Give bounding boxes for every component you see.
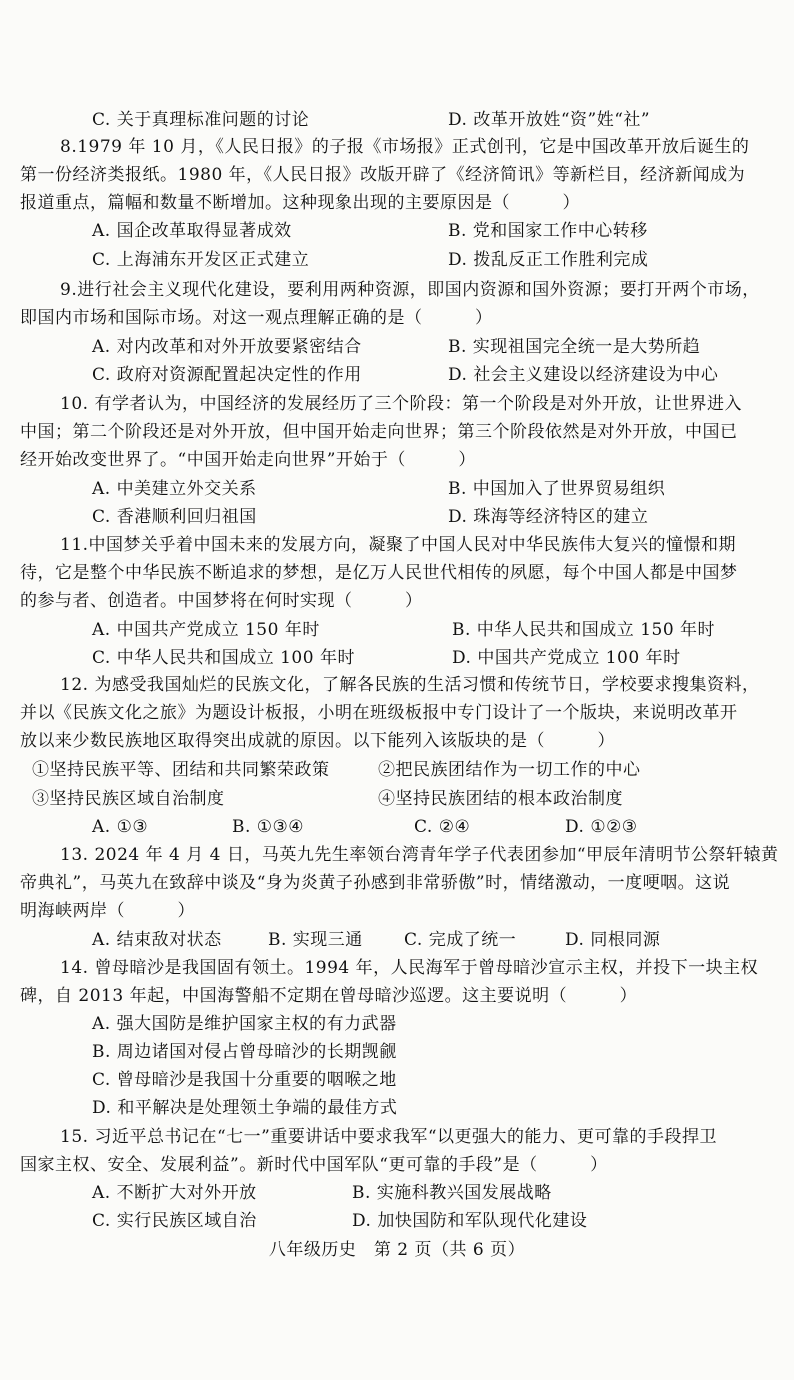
q13-option-c: C. 完成了统一 — [404, 930, 517, 950]
q9-stem-line: 9.进行社会主义现代化建设，要利用两种资源，即国内资源和国外资源；要打开两个市场， — [60, 280, 760, 300]
q8-option-d: D. 拨乱反正工作胜利完成 — [448, 250, 649, 270]
q14-stem-line: 碑，自 2013 年起，中国海警船不定期在曾母暗沙巡逻。这主要说明（ ） — [20, 986, 638, 1006]
q12-stem-line: 12. 为感受我国灿烂的民族文化，了解各民族的生活习惯和传统节日，学校要求搜集资料， — [60, 675, 760, 695]
q9-option-b: B. 实现祖国完全统一是大势所趋 — [448, 337, 701, 357]
q11-option-b: B. 中华人民共和国成立 150 年时 — [452, 620, 716, 640]
q12-item-3: ③坚持民族区域自治制度 — [32, 789, 225, 809]
q15-option-a: A. 不断扩大对外开放 — [92, 1183, 257, 1203]
q10-stem-line: 中国；第二个阶段还是对外开放，但中国开始走向世界；第三个阶段依然是对外开放，中国已 — [20, 422, 738, 442]
q11-option-d: D. 中国共产党成立 100 年时 — [452, 648, 681, 668]
q11-stem-line: 11.中国梦关乎着中国未来的发展方向，凝聚了中国人民对中华民族伟大复兴的憧憬和期 — [60, 535, 737, 555]
q13-option-a: A. 结束敌对状态 — [92, 930, 222, 950]
q12-stem-line: 放以来少数民族地区取得突出成就的原因。以下能列入该版块的是（ ） — [20, 731, 615, 751]
q8-option-a: A. 国企改革取得显著成效 — [92, 221, 292, 241]
q11-stem-line: 待，它是整个中华民族不断追求的梦想，是亿万人民世代相传的夙愿，每个中国人都是中国梦 — [20, 563, 738, 583]
q7-option-c: C. 关于真理标准问题的讨论 — [92, 110, 310, 130]
q13-stem-line: 帝典礼”，马英九在致辞中谈及“身为炎黄子孙感到非常骄傲”时，情绪激动，一度哽咽。这说 — [20, 873, 731, 893]
q8-stem-line: 第一份经济类报纸。1980 年，《人民日报》改版开辟了《经济简讯》等新栏目，经济新闻成为 — [20, 165, 746, 185]
q12-item-1: ①坚持民族平等、团结和共同繁荣政策 — [32, 760, 330, 780]
q12-option-c: C. ②④ — [414, 817, 471, 837]
q12-stem-line: 并以《民族文化之旅》为题设计板报，小明在班级板报中专门设计了一个版块，来说明改革开 — [20, 703, 738, 723]
q12-option-a: A. ①③ — [92, 817, 149, 837]
q12-option-d: D. ①②③ — [565, 817, 638, 837]
q12-item-2: ②把民族团结作为一切工作的中心 — [378, 760, 641, 780]
q9-option-d: D. 社会主义建设以经济建设为中心 — [448, 365, 719, 385]
q14-option-d: D. 和平解决是处理领土争端的最佳方式 — [92, 1098, 398, 1118]
q10-stem-line: 经开始改变世界了。“中国开始走向世界”开始于（ ） — [20, 450, 476, 470]
q8-stem-line: 报道重点，篇幅和数量不断增加。这种现象出现的主要原因是（ ） — [20, 193, 580, 213]
q11-option-a: A. 中国共产党成立 150 年时 — [92, 620, 320, 640]
q10-option-a: A. 中美建立外交关系 — [92, 479, 257, 499]
q14-option-c: C. 曾母暗沙是我国十分重要的咽喉之地 — [92, 1070, 397, 1090]
q15-option-b: B. 实施科教兴国发展战略 — [352, 1183, 552, 1203]
q12-option-b: B. ①③④ — [232, 817, 305, 837]
q11-option-c: C. 中华人民共和国成立 100 年时 — [92, 648, 355, 668]
q14-stem-line: 14. 曾母暗沙是我国固有领土。1994 年，人民海军于曾母暗沙宣示主权，并投下一块主权 — [60, 958, 759, 978]
page-footer: 八年级历史 第 2 页（共 6 页） — [268, 1240, 526, 1260]
q13-stem-line: 13. 2024 年 4 月 4 日，马英九先生率领台湾青年学子代表团参加“甲辰年清明节公祭轩辕黄 — [60, 845, 779, 865]
q10-option-c: C. 香港顺利回归祖国 — [92, 507, 257, 527]
q8-stem-line: 8.1979 年 10 月，《人民日报》的子报《市场报》正式创刊，它是中国改革开放后诞生的 — [60, 137, 750, 157]
q13-option-b: B. 实现三通 — [268, 930, 363, 950]
q10-option-d: D. 珠海等经济特区的建立 — [448, 507, 649, 527]
q14-option-a: A. 强大国防是维护国家主权的有力武器 — [92, 1014, 397, 1034]
q12-item-4: ④坚持民族团结的根本政治制度 — [378, 789, 623, 809]
q13-stem-line: 明海峡两岸（ ） — [20, 901, 195, 921]
q8-option-b: B. 党和国家工作中心转移 — [448, 221, 648, 241]
q14-option-b: B. 周边诸国对侵占曾母暗沙的长期觊觎 — [92, 1042, 397, 1062]
q15-option-c: C. 实行民族区域自治 — [92, 1211, 257, 1231]
q8-option-c: C. 上海浦东开发区正式建立 — [92, 250, 310, 270]
q9-option-c: C. 政府对资源配置起决定性的作用 — [92, 365, 362, 385]
q9-stem-line: 即国内市场和国际市场。对这一观点理解正确的是（ ） — [20, 308, 493, 328]
q10-option-b: B. 中国加入了世界贸易组织 — [448, 479, 666, 499]
q15-option-d: D. 加快国防和军队现代化建设 — [352, 1211, 588, 1231]
q13-option-d: D. 同根同源 — [565, 930, 661, 950]
q15-stem-line: 15. 习近平总书记在“七一”重要讲话中要求我军“以更强大的能力、更可靠的手段捍卫 — [60, 1127, 718, 1147]
q11-stem-line: 的参与者、创造者。中国梦将在何时实现（ ） — [20, 591, 423, 611]
q7-option-d: D. 改革开放姓“资”姓“社” — [448, 110, 651, 130]
q15-stem-line: 国家主权、安全、发展利益”。新时代中国军队“更可靠的手段”是（ ） — [20, 1155, 608, 1175]
q10-stem-line: 10. 有学者认为，中国经济的发展经历了三个阶段：第一个阶段是对外开放，让世界进入 — [60, 394, 742, 414]
q9-option-a: A. 对内改革和对外开放要紧密结合 — [92, 337, 362, 357]
